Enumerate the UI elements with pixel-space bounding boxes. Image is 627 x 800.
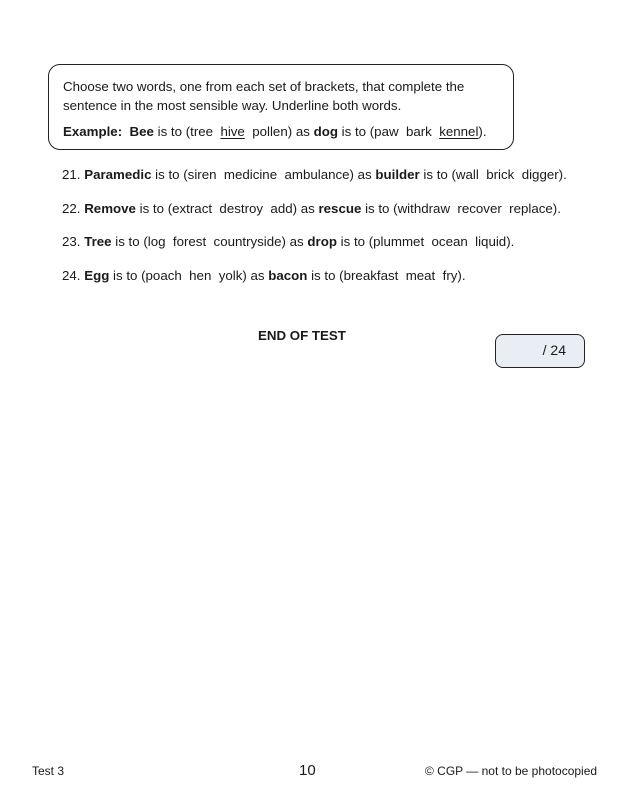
question-word-1: Egg [84,267,110,283]
question-number: 23. [62,234,81,249]
question-options-2: is to (plummet ocean liquid). [336,234,515,249]
example-answer-1: hive [220,124,245,139]
question-list [62,165,567,299]
question-options-1: is to (log forest countryside) as [111,234,308,249]
question-number: 22. [62,200,81,216]
question-options-2: is to (breakfast meat fry). [307,267,466,283]
example-text-4: ). [478,124,487,139]
question-number: 24. [62,267,81,283]
example-label: Example: [63,124,123,139]
example-word-1: Bee [129,124,154,139]
instructions-line-2: sentence in the most sensible way. Underline both words. [63,98,402,113]
question-word-2: builder [375,167,420,182]
footer-test-label: Test 3 [32,764,65,778]
example-text-3: is to (paw bark [337,124,440,139]
question-22 [62,199,567,233]
question-word-2: bacon [268,267,308,283]
question-word-1: Tree [84,234,112,249]
question-options-2: is to (wall brick digger). [419,167,567,182]
score-box: / 24 [495,334,585,368]
question-options-1: is to (siren medicine ambulance) as [151,167,376,182]
example-word-2: dog [313,124,338,139]
question-24 [62,266,567,300]
example-text-1: is to (tree [153,124,221,139]
example-answer-2: kennel [439,124,479,139]
example-sentence [63,122,499,141]
question-23 [62,232,567,266]
example-text-2: pollen) as [244,124,314,139]
question-options-2: is to (withdraw recover replace). [361,200,561,216]
footer-page-number: 10 [299,762,316,779]
instructions-line-1: Choose two words, one from each set of brackets, that complete the [63,79,465,94]
question-word-2: drop [307,234,337,249]
question-options-1: is to (extract destroy add) as [135,200,319,216]
footer-copyright: © CGP — not to be photocopied [425,764,598,778]
question-word-1: Remove [84,200,136,216]
question-word-2: rescue [318,200,362,216]
instructions-box [48,64,514,150]
end-of-test-label: END OF TEST [258,328,346,343]
question-21 [62,165,567,199]
question-word-1: Paramedic [84,167,152,182]
question-number: 21. [62,167,81,182]
question-options-1: is to (poach hen yolk) as [109,267,269,283]
